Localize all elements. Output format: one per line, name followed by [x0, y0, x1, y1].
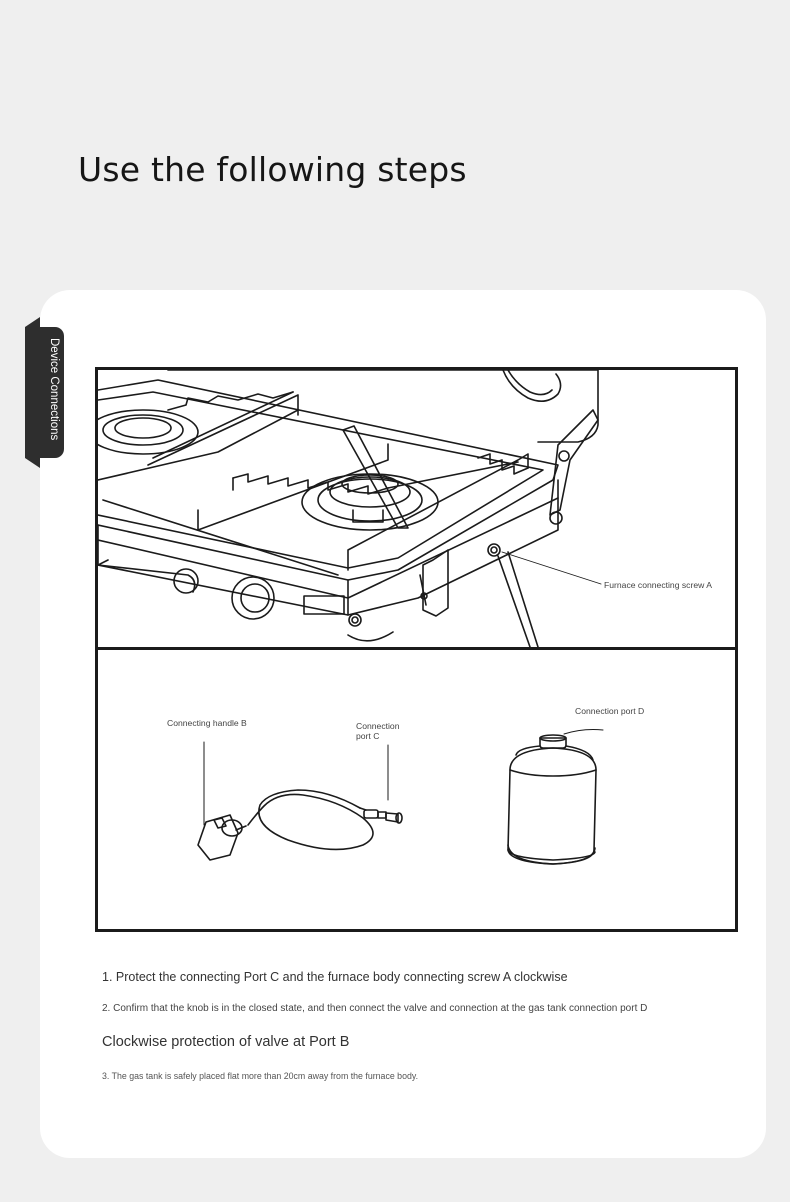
page-title: Use the following steps: [78, 150, 467, 189]
step-3-text: 3. The gas tank is safely placed flat more than 20cm away from the furnace body.: [102, 1071, 419, 1081]
side-tab-label: Device Connections: [48, 338, 60, 441]
step-2-subtext: Clockwise protection of valve at Port B: [102, 1034, 350, 1050]
label-port-c: Connection port C: [356, 721, 400, 741]
side-tab: [25, 327, 64, 458]
hose-and-canister-illustration: [98, 650, 735, 929]
label-handle-b: Connecting handle B: [167, 718, 247, 728]
step-1-text: 1. Protect the connecting Port C and the furnace body connecting screw A clockwise: [102, 970, 568, 984]
step-2-text: 2. Confirm that the knob is in the closed state, and then connect the valve and connection at the gas tank connection port D: [102, 1003, 648, 1014]
label-port-d: Connection port D: [575, 706, 645, 716]
label-screw-a: Furnace connecting screw A: [604, 580, 712, 590]
stove-illustration: [98, 370, 735, 647]
